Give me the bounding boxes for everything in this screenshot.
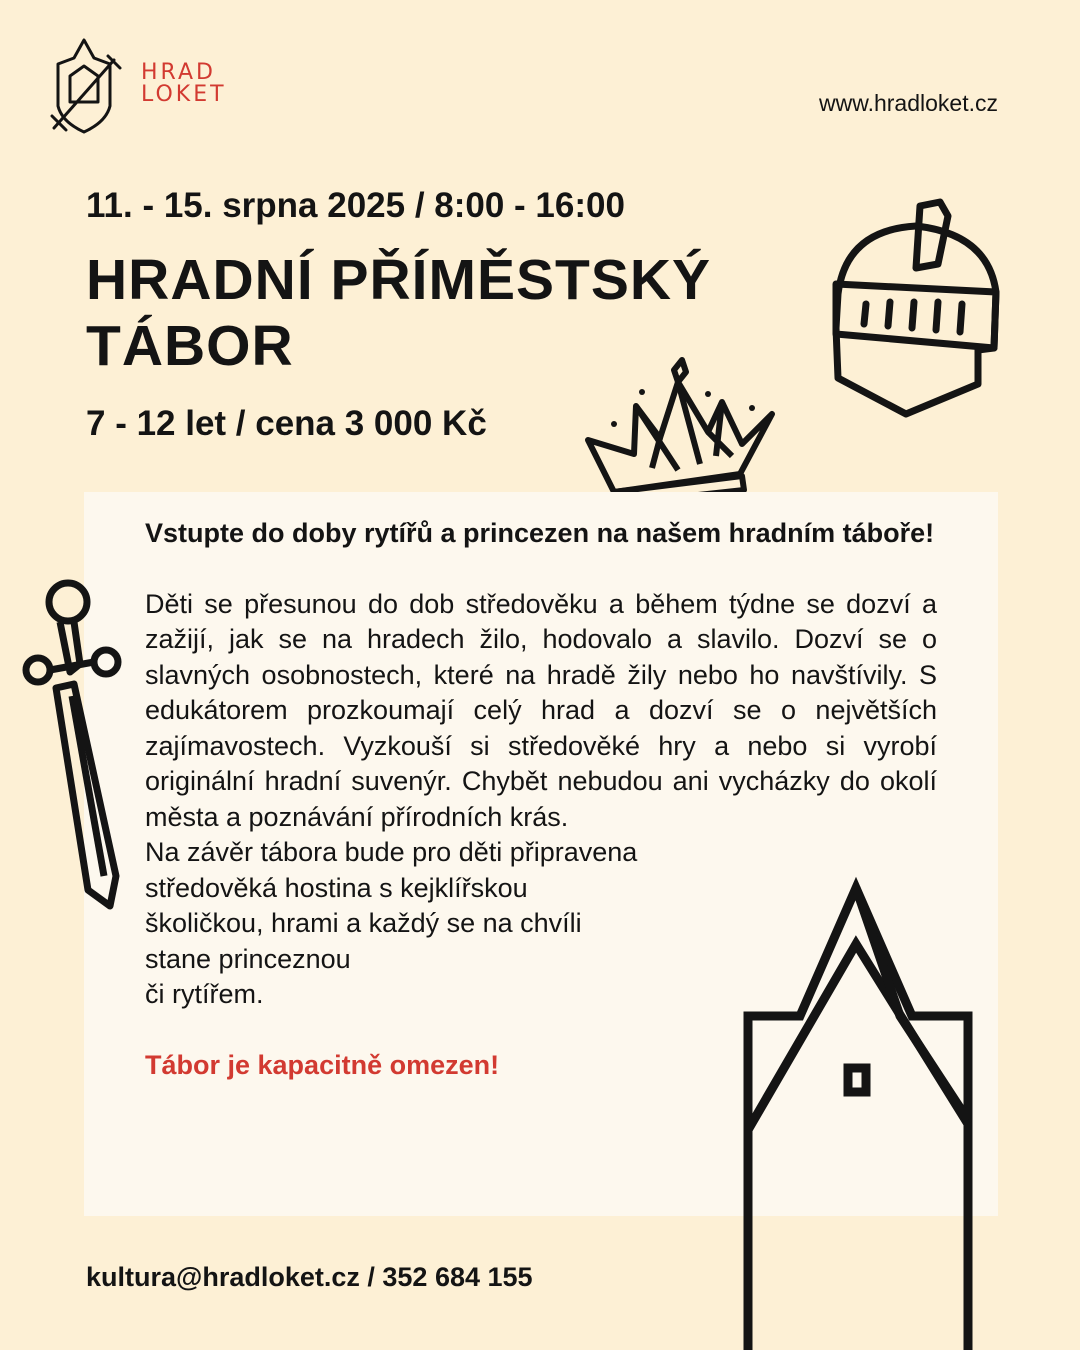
title-line-1: HRADNÍ PŘÍMĚSTSKÝ [86,248,712,312]
closing-line: středověká hostina s kejklířskou [145,872,528,903]
logo-line-1: HRAD [141,60,216,85]
closing-line: či rytířem. [145,979,264,1009]
castle-logo-icon [44,36,124,134]
title-line-2: TÁBOR [86,314,294,378]
contact-info[interactable]: kultura@hradloket.cz / 352 684 155 [86,1262,533,1292]
crown-icon [582,352,782,506]
body-paragraph: Děti se přesunou do dob středověku a během týdne se dozví a zažijí, jak se na hradech žilo, hodovalo a slavilo. Dozví se o slavných osobnostech, které na hradě žily nebo ho navštívily. S edukátorem prozkoumají celý hrad a dozví se o největších zajímavostech. Vyzkouší si středověké hry a nebo si vyrobí originální hradní suvenýr. Chybět nebudou ani vycházky do okolí města a poznávání přírodních krás. [145,588,937,832]
logo-line-2: LOKET [141,82,227,107]
knight-helmet-icon [828,198,1004,418]
castle-tower-icon [740,880,976,1350]
event-date: 11. - 15. srpna 2025 / 8:00 - 16:00 [86,186,625,225]
logo-text [141,62,227,106]
closing-line: školičkou, hrami a každý se na chvíli [145,908,582,938]
sword-icon [22,576,126,916]
closing-line: Na závěr tábora bude pro děti připravena [145,837,638,867]
age-price: 7 - 12 let / cena 3 000 Kč [86,404,487,443]
capacity-warning: Tábor je kapacitně omezen! [145,1049,500,1080]
closing-line: stane princeznou [145,943,351,974]
lead-paragraph: Vstupte do doby rytířů a princezen na našem hradním táboře! [145,518,935,548]
website-link[interactable]: www.hradloket.cz [819,90,998,116]
